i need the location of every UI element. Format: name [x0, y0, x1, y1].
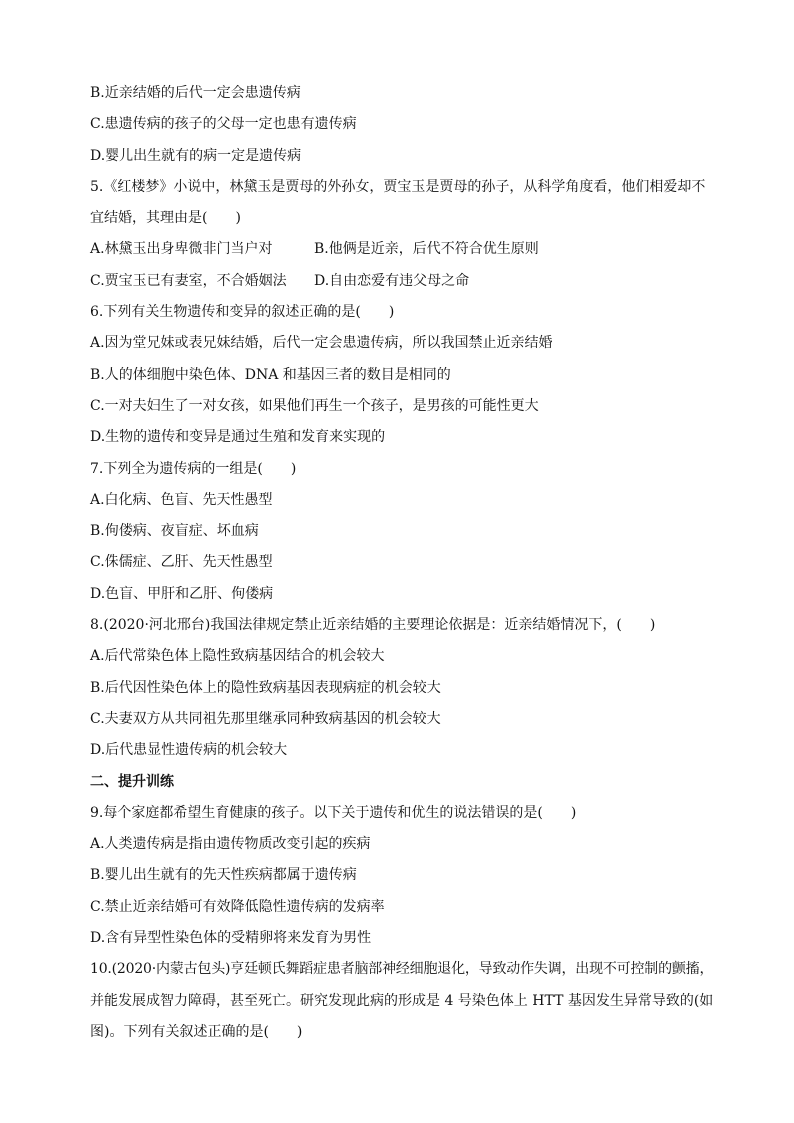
- q9-option-b: B.婴儿出生就有的先天性疾病都属于遗传病: [90, 867, 357, 884]
- q5-options-row-1: [90, 234, 715, 265]
- q5-options-row-2: [90, 266, 715, 297]
- q4-option-c: C.患遗传病的孩子的父母一定也患有遗传病: [90, 116, 357, 133]
- q5-option-a: A.林黛玉出身卑微非门当户对: [90, 241, 273, 258]
- section-heading: 二、提升训练: [90, 773, 174, 790]
- q8-option-d: D.后代患显性遗传病的机会较大: [90, 742, 288, 759]
- q7-option-b: B.佝偻病、夜盲症、坏血病: [90, 523, 259, 540]
- q7-option-c: C.侏儒症、乙肝、先天性愚型: [90, 554, 273, 571]
- q6-option-d: D.生物的遗传和变异是通过生殖和发育来实现的: [90, 429, 386, 446]
- q8-option-c: C.夫妻双方从共同祖先那里继承同种致病基因的机会较大: [90, 710, 441, 727]
- q6-option-c: C.一对夫妇生了一对女孩，如果他们再生一个孩子，是男孩的可能性更大: [90, 397, 539, 414]
- q5-option-c: C.贾宝玉已有妻室，不合婚姻法: [90, 272, 287, 289]
- q4-option-b: B.近亲结婚的后代一定会患遗传病: [90, 85, 301, 101]
- q5-option-b: B.他俩是近亲，后代不符合优生原则: [314, 241, 539, 258]
- q6-option-a: A.因为堂兄妹或表兄妹结婚，后代一定会患遗传病，所以我国禁止近亲结婚: [90, 335, 553, 352]
- question-content: [90, 78, 715, 1048]
- q9-stem: 9.每个家庭都希望生育健康的孩子。以下关于遗传和优生的说法错误的是( ): [90, 804, 577, 821]
- q6-stem: 6.下列有关生物遗传和变异的叙述正确的是( ): [90, 304, 395, 321]
- q10-stem-line-1: 10.(2020·内蒙古包头)亨廷顿氏舞蹈症患者脑部神经细胞退化，导致动作失调，出现不可控制的颤搐，: [90, 961, 714, 978]
- q9-option-d: D.含有异型性染色体的受精卵将来发育为男性: [90, 930, 372, 947]
- q6-option-b: B.人的体细胞中染色体、DNA 和基因三者的数目是相同的: [90, 366, 451, 383]
- q5-option-d: D.自由恋爱有违父母之命: [314, 272, 470, 289]
- q4-option-d: D.婴儿出生就有的病一定是遗传病: [90, 147, 302, 164]
- q8-stem: 8.(2020·河北邢台)我国法律规定禁止近亲结婚的主要理论依据是：近亲结婚情况下，( ): [90, 617, 656, 634]
- q10-stem-line-3: 图)。下列有关叙述正确的是( ): [90, 1023, 303, 1040]
- q5-stem-line-1: 5.《红楼梦》小说中，林黛玉是贾母的外孙女，贾宝玉是贾母的孙子，从科学角度看，他们相爱却不: [90, 178, 706, 195]
- q10-stem-line-2: 并能发展成智力障碍，甚至死亡。研究发现此病的形成是 4 号染色体上 HTT 基因发生异常导致的(如: [90, 992, 714, 1009]
- q8-option-a: A.后代常染色体上隐性致病基因结合的机会较大: [90, 648, 385, 665]
- q7-stem: 7.下列全为遗传病的一组是( ): [90, 460, 297, 477]
- q9-option-c: C.禁止近亲结婚可有效降低隐性遗传病的发病率: [90, 898, 385, 915]
- q5-stem-line-2: 宜结婚，其理由是( ): [90, 210, 241, 227]
- q8-option-b: B.后代因性染色体上的隐性致病基因表现病症的机会较大: [90, 679, 441, 696]
- q7-option-d: D.色盲、甲肝和乙肝、佝偻病: [90, 585, 274, 602]
- q9-option-a: A.人类遗传病是指由遗传物质改变引起的疾病: [90, 836, 371, 853]
- q7-option-a: A.白化病、色盲、先天性愚型: [90, 491, 273, 508]
